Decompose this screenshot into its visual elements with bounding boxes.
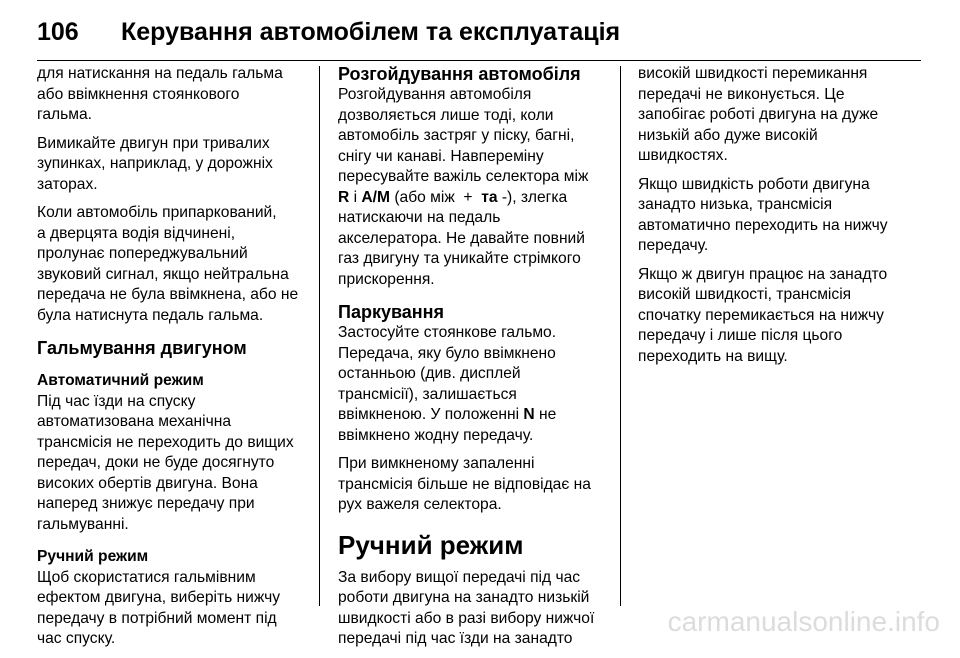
neutral-text-2: не (534, 406, 557, 423)
text-line: прискорення. (338, 270, 435, 288)
text-line: заторах. (37, 175, 98, 193)
column-2 (338, 64, 610, 658)
col2-paragraph-2b (338, 426, 610, 447)
col2-paragraph-4 (338, 568, 610, 650)
text-line: трансмісії), залишається (338, 385, 517, 403)
text-line: автомобіль застряг у піску, багні, (338, 127, 575, 144)
watermark: carmanualsonline.info (667, 606, 940, 637)
text-line: автоматизована механічна (37, 413, 232, 430)
text-line: час спуску. (37, 630, 116, 647)
section-heading-manual-mode: Ручний режим (338, 529, 524, 560)
text-line: високій швидкості перемикання (638, 65, 868, 82)
key-n: N (523, 406, 535, 423)
col1-paragraph-1 (37, 64, 307, 126)
text-line: пролунає попереджувальний (37, 245, 248, 262)
text-line: снігу чи канаві. Навпереміну (338, 147, 544, 165)
text-line: була натиснута педаль гальма. (37, 306, 264, 324)
text-line: високих обертів двигуна. Вона (37, 474, 258, 492)
text-line: При вимкненому запаленні (338, 455, 535, 472)
col3-paragraph-1 (638, 64, 908, 167)
col1-paragraph-2 (37, 134, 307, 196)
text-line: або ввімкнення стоянкового (37, 85, 240, 103)
key-ta: та (481, 188, 498, 206)
text-line: ввімкнено жодну передачу. (338, 426, 534, 444)
text-line: Вимикайте двигун при тривалих (37, 134, 270, 152)
text-line: звуковий сигнал, якщо нейтральна (37, 265, 289, 283)
text-line: передачу і лише після цього (638, 327, 843, 344)
text-line: ефектом двигуна, виберіть нижчу (37, 589, 281, 606)
text-line: Застосуйте стоянкове гальмо. (338, 324, 557, 341)
col1-paragraph-3 (37, 203, 307, 326)
text-line: а дверцята водія відчинені, (37, 224, 236, 242)
text-line: трансмісія не переходить до вищих (37, 433, 294, 451)
col3-paragraph-2 (638, 175, 908, 257)
key-am: A/M (361, 188, 390, 206)
text-line: Передача, яку було ввімкнено (338, 344, 556, 362)
text-line: зупинках, наприклад, у дорожніх (37, 155, 273, 172)
text-line: Розгойдування автомобіля (338, 86, 532, 103)
selector-text-2: (або між + (390, 188, 482, 206)
selector-text-3: -), злегка (497, 188, 568, 206)
text-line: занадто низька, трансмісія (638, 196, 833, 213)
text-line: Під час їзди на спуску (37, 392, 196, 410)
text-line: низькій або дуже високій (638, 126, 818, 144)
text-line: передачу. (638, 237, 709, 254)
section-heading-rocking: Розгойдування автомобіля (338, 64, 581, 84)
text-line: передач, доки не буде досягнуто (37, 454, 275, 471)
text-line: Коли автомобіль припаркований, (37, 204, 277, 221)
text-line: передачі під час їзди на занадто (338, 630, 573, 647)
text-line: За вибору вищої передачі під час (338, 568, 581, 586)
text-line: швидкості або в разі вибору нижчої (338, 609, 595, 627)
text-line: газ двигуну та уникайте стрімкого (338, 250, 581, 267)
text-line: автоматично переходить на нижчу (638, 216, 888, 234)
text-line: рух важеля селектора. (338, 496, 502, 513)
page-header (37, 14, 620, 50)
page-title: Керування автомобілем та експлуатація (121, 17, 621, 46)
text-line: Щоб скористатися гальмівним (37, 568, 256, 586)
text-line: переходить на вищу. (638, 347, 788, 365)
text-line: передачі не виконується. Це (638, 85, 845, 103)
text-line: Якщо швидкість роботи двигуна (638, 175, 870, 193)
col2-paragraph-3 (338, 454, 610, 516)
text-line: роботи двигуна на занадто низькій (338, 589, 590, 606)
text-line: гальмуванні. (37, 515, 129, 533)
selector-text-1: і (349, 188, 362, 206)
column-3 (638, 64, 908, 375)
header-rule (37, 60, 921, 61)
section-heading-parking: Паркування (338, 302, 445, 322)
text-line: дозволяється лише тоді, коли (338, 106, 554, 124)
text-line: пересувайте важіль селектора між (338, 168, 589, 185)
col2-paragraph-1a (338, 85, 610, 188)
text-line: акселератора. Не давайте повний (338, 229, 585, 247)
text-line: спочатку перемикається на нижчу (638, 306, 884, 324)
col3-paragraph-3 (638, 265, 908, 368)
page-number: 106 (37, 17, 79, 46)
column-divider-2 (620, 66, 621, 606)
neutral-text-1: ввімкненою. У положенні (338, 406, 524, 423)
text-line: натискаючи на педаль (338, 209, 501, 226)
text-line: передача не була ввімкнена, або не (37, 286, 299, 303)
text-line: Якщо ж двигун працює на занадто (638, 265, 888, 283)
column-1 (37, 64, 307, 658)
text-line: наперед знижує передачу при (37, 495, 255, 512)
text-line: запобігає роботі двигуна на дуже (638, 106, 879, 123)
key-r: R (338, 188, 350, 206)
col1-paragraph-4 (37, 392, 307, 536)
text-line: передачу в потрібний момент під (37, 609, 277, 627)
text-line: швидкостях. (638, 147, 728, 164)
text-line: для натискання на педаль гальма (37, 65, 283, 82)
text-line: трансмісія більше не відповідає на (338, 475, 591, 493)
text-line: останньою (див. дисплей (338, 365, 521, 382)
col2-selector-line (338, 188, 610, 209)
text-line: гальма. (37, 106, 92, 123)
col1-paragraph-5 (37, 568, 307, 650)
section-heading-engine-braking: Гальмування двигуном (37, 338, 247, 358)
subheading-automatic-mode: Автоматичний режим (37, 372, 204, 389)
col2-paragraph-2a (338, 323, 610, 405)
column-divider-1 (319, 66, 320, 606)
subheading-manual-mode: Ручний режим (37, 548, 149, 565)
col2-neutral-line (338, 405, 610, 426)
text-line: високій швидкості, трансмісія (638, 286, 852, 303)
col2-paragraph-1b (338, 208, 610, 290)
